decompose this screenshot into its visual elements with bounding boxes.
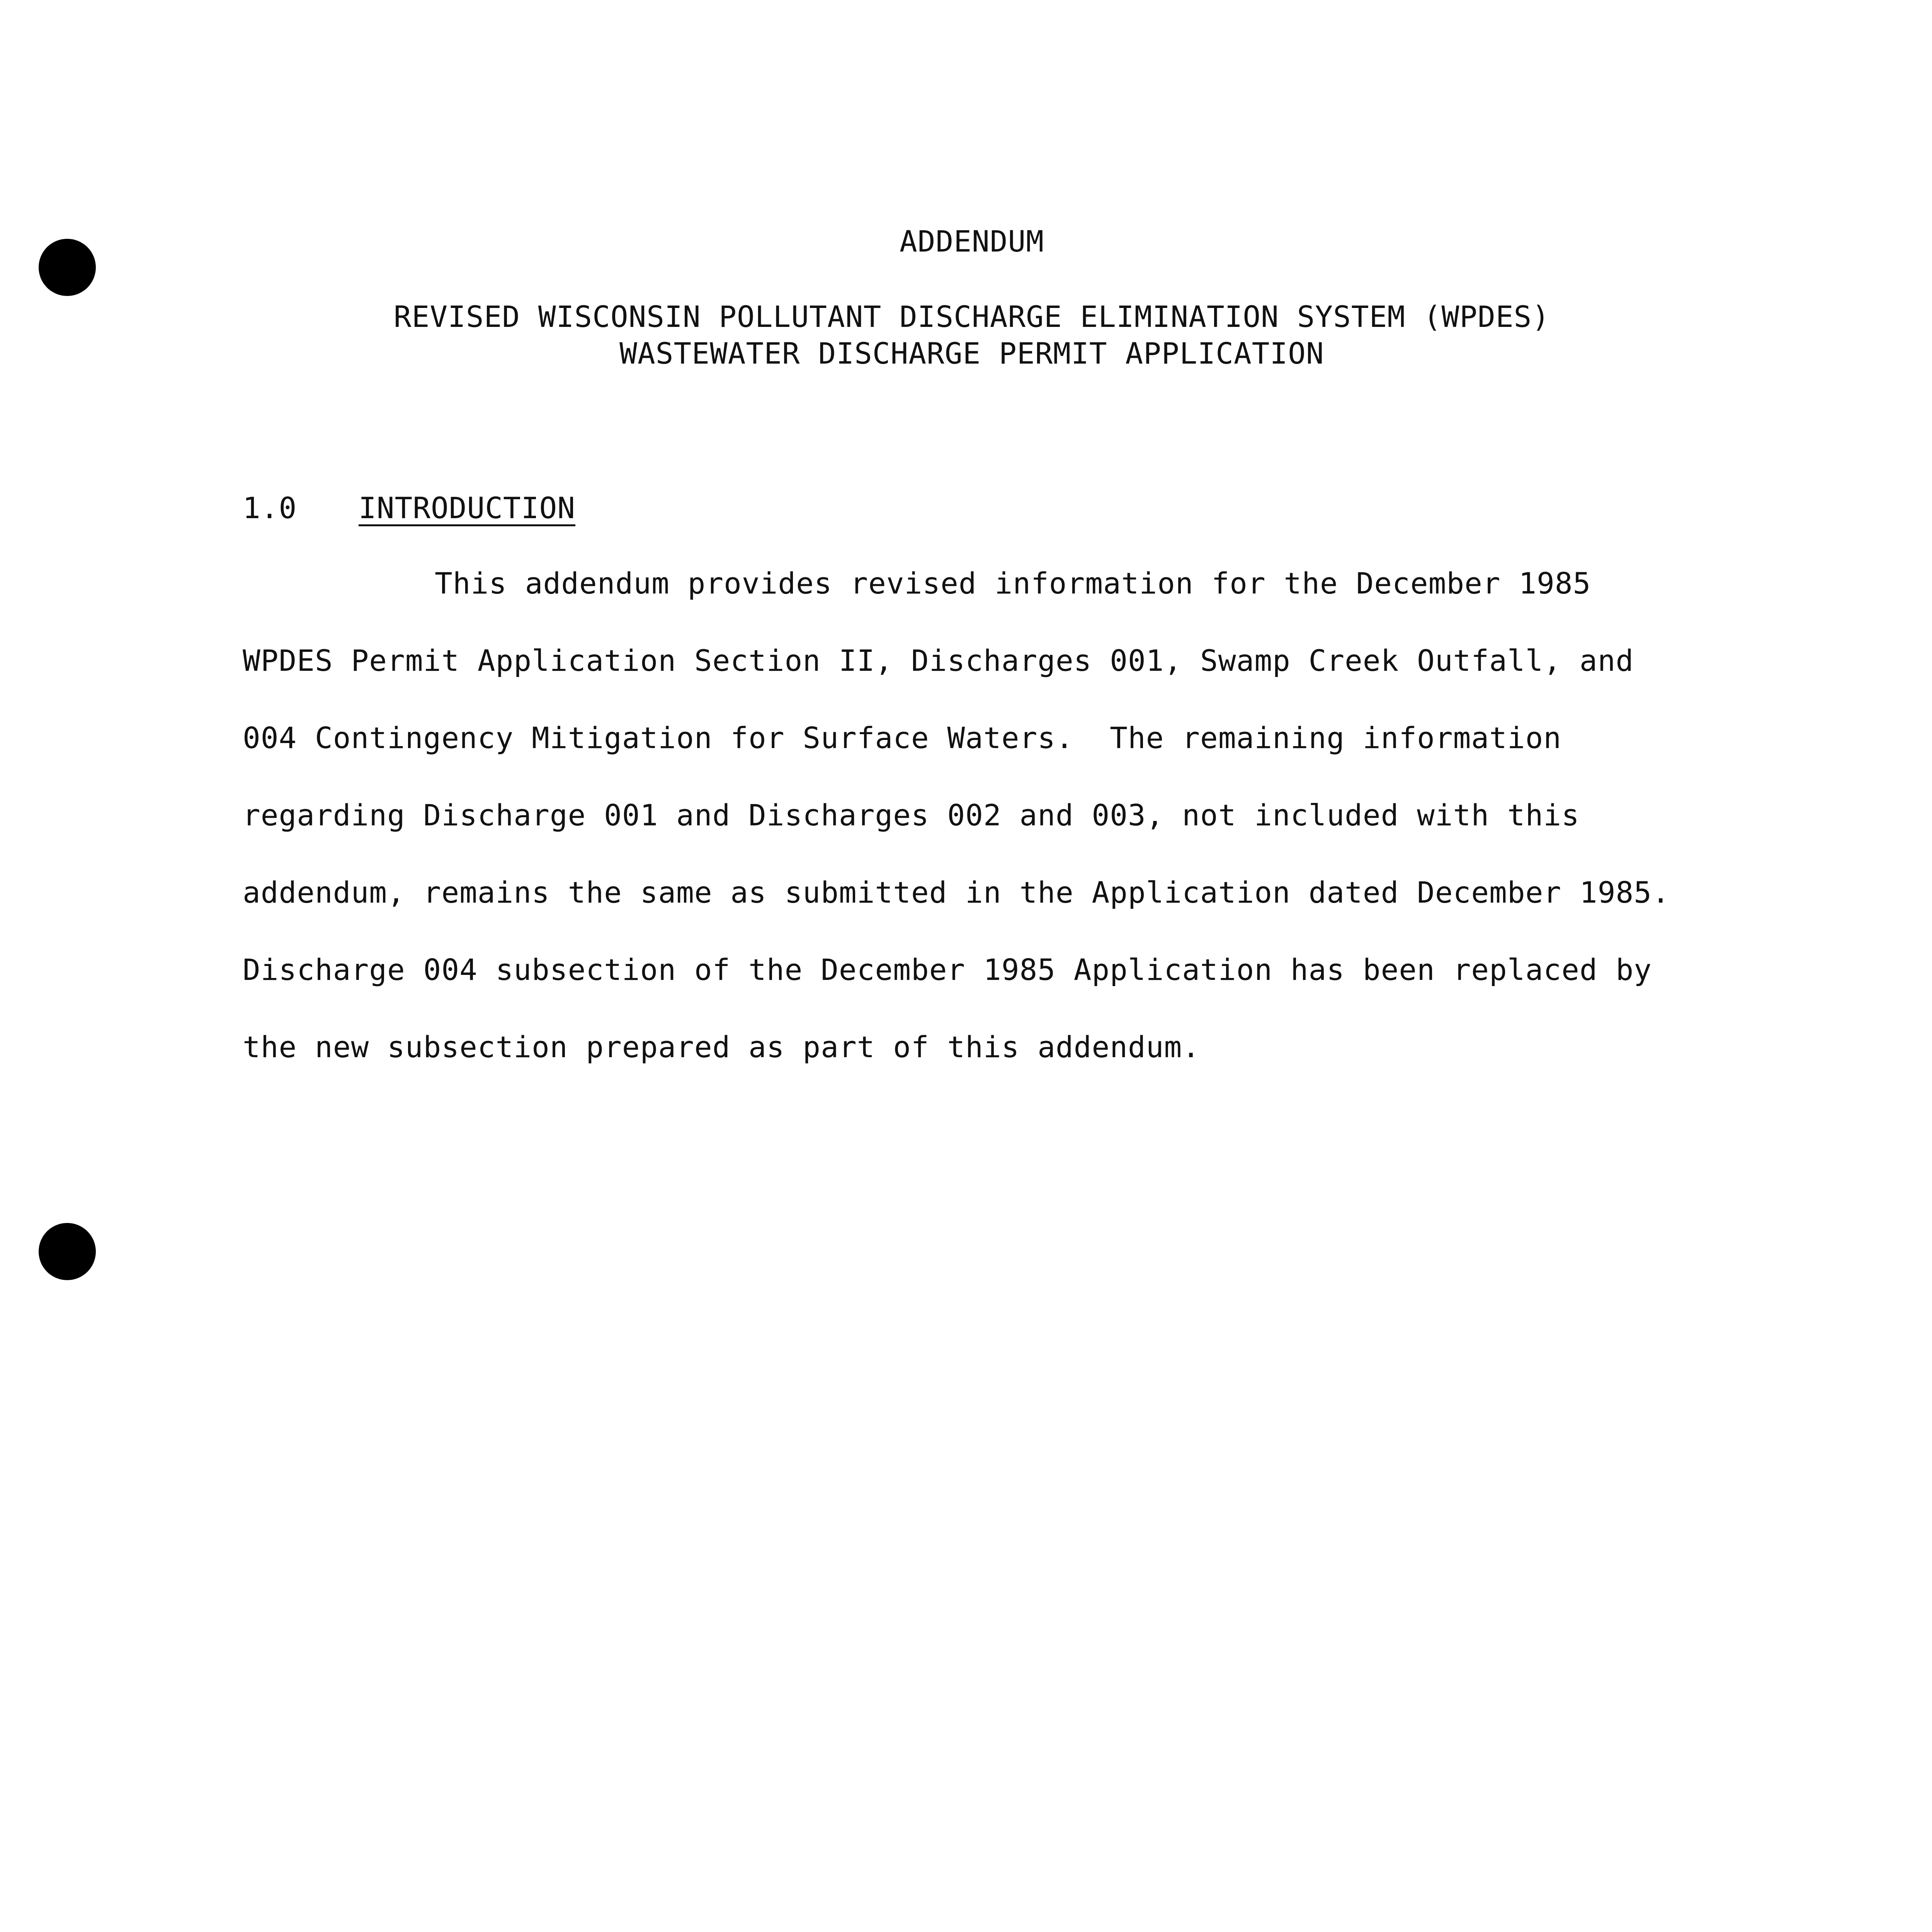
paragraph-line: WPDES Permit Application Section II, Discharges 001, Swamp Creek Outfall, and	[243, 643, 1634, 678]
paragraph-line: regarding Discharge 001 and Discharges 002 and 003, not included with this	[243, 798, 1580, 832]
paragraph-line: This addendum provides revised information for the December 1985	[435, 566, 1591, 600]
paragraph-line: the new subsection prepared as part of this addendum.	[243, 1030, 1201, 1064]
paragraph-line: addendum, remains the same as submitted in the Application dated December 1985.	[243, 875, 1670, 910]
section-number: 1.0	[243, 491, 297, 525]
document-title-line-2: WASTEWATER DISCHARGE PERMIT APPLICATION	[619, 336, 1324, 371]
paragraph-line: Discharge 004 subsection of the December 1985 Application has been replaced by	[243, 952, 1652, 987]
document-title-line-1: REVISED WISCONSIN POLLUTANT DISCHARGE ELIMINATION SYSTEM (WPDES)	[393, 299, 1550, 334]
paragraph-line: 004 Contingency Mitigation for Surface Waters. The remaining information	[243, 721, 1562, 755]
addendum-label: ADDENDUM	[899, 224, 1044, 259]
section-title: INTRODUCTION	[359, 491, 576, 525]
binder-hole-middle	[39, 1223, 96, 1280]
